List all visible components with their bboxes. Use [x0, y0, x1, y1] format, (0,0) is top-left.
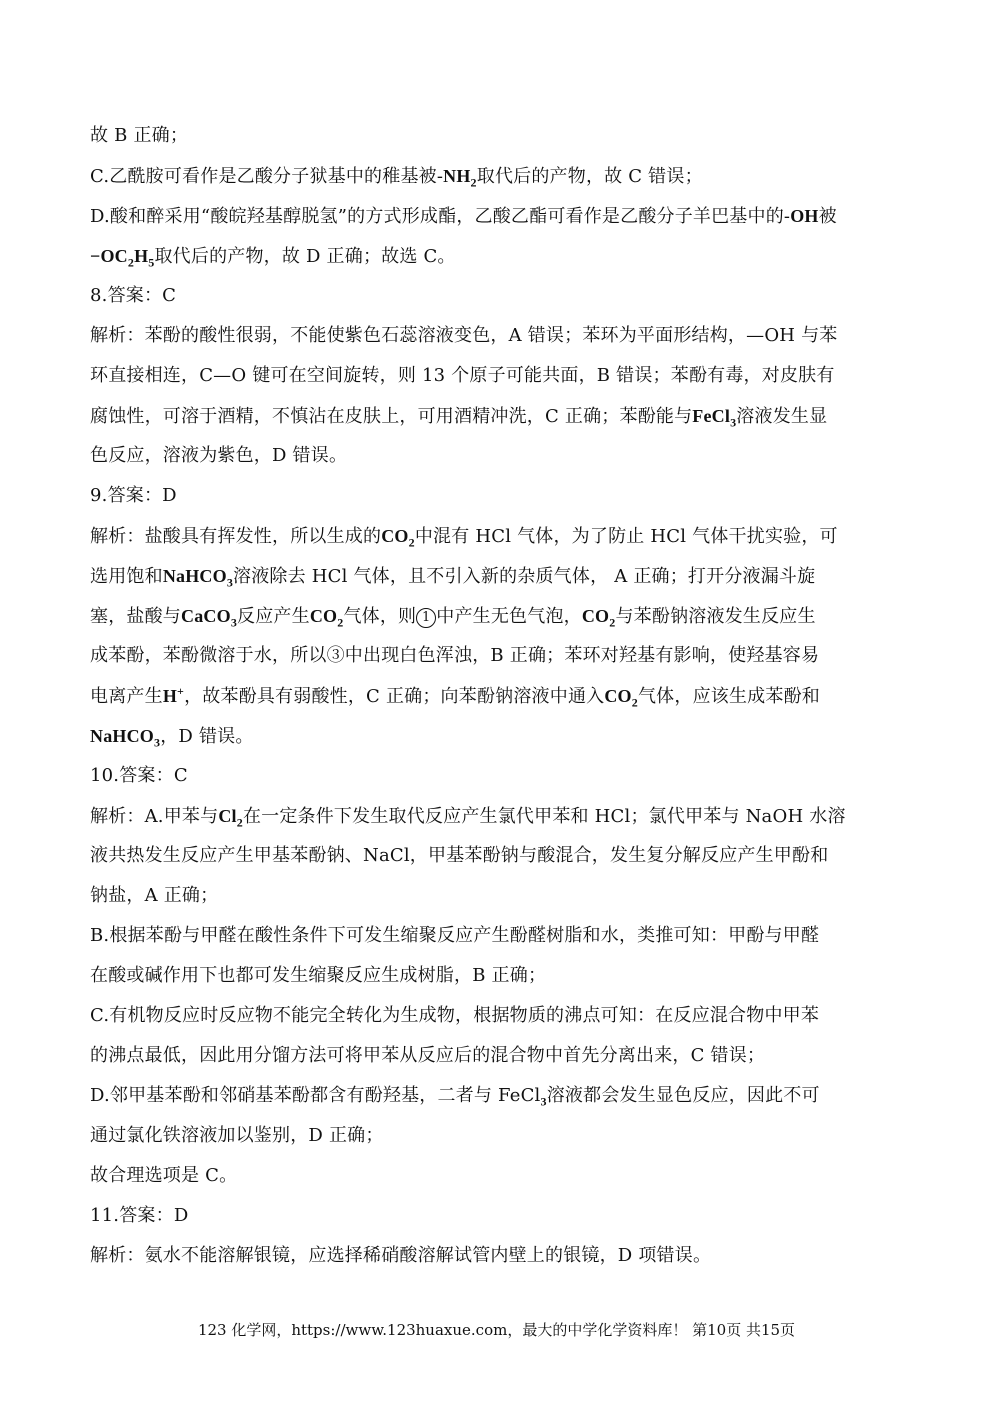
formula-subscript: 2	[236, 815, 243, 830]
formula-subscript: 5	[148, 255, 155, 270]
formula-subscript: 3	[230, 615, 238, 630]
text-run: D.酸和醉采用“酸皖羟基醇脱氢”的方式形成酯，乙酸乙酯可看作是乙酸分子羊巴基中的-	[90, 206, 791, 227]
text-run: 溶液都会发生显色反应，因此不可	[546, 1085, 820, 1106]
text-run: 10.答案：C	[90, 765, 188, 786]
chemical-formula: CO	[604, 686, 632, 706]
chemical-formula: CO	[581, 606, 610, 626]
text-line	[90, 1036, 905, 1076]
text-line	[90, 716, 905, 756]
text-run: 被	[818, 206, 837, 227]
text-line	[90, 156, 905, 196]
text-line	[90, 196, 905, 236]
text-line	[90, 116, 905, 156]
text-run: 中混有 HCl 气体，为了防止 HCl 气体干扰实验，可	[414, 526, 838, 547]
page-footer: 123 化学网，https://www.123huaxue.com，最大的中学化学资料库！ 第10页 共15页	[197, 1321, 796, 1339]
text-line	[90, 636, 905, 676]
formula-subscript: 2	[337, 615, 344, 630]
text-line	[90, 316, 905, 356]
formula-subscript: 3	[540, 1094, 547, 1109]
text-run: 11.答案：D	[90, 1205, 189, 1226]
formula-subscript: 2	[408, 535, 415, 550]
text-run: B.根据苯酚与甲醛在酸性条件下可发生缩聚反应产生酚醛树脂和水，类推可知：甲酚与甲醛	[90, 925, 820, 946]
text-line	[90, 956, 905, 996]
formula-subscript: 2	[470, 175, 477, 190]
text-run: 8.答案：C	[90, 285, 177, 306]
text-run: 的沸点最低，因此用分馏方法可将甲苯从反应后的混合物中首先分离出来，C 错误；	[90, 1045, 766, 1066]
text-run: D.邻甲基苯酚和邻硝基苯酚都含有酚羟基，二者与 FeCl	[90, 1085, 541, 1106]
chemical-formula: CO	[309, 606, 338, 626]
text-line	[90, 796, 905, 836]
text-line	[90, 1116, 905, 1156]
text-run: 选用饱和	[90, 566, 163, 587]
text-run: C.有机物反应时反应物不能完全转化为生成物，根据物质的沸点可知：在反应混合物中甲苯	[90, 1005, 820, 1026]
text-run: 解析：盐酸具有挥发性，所以生成的	[90, 526, 382, 547]
text-line	[90, 676, 905, 716]
chemical-formula: CaCO	[181, 606, 231, 626]
text-run: ，故苯酚具有弱酸性，C 正确；向苯酚钠溶液中通入	[184, 686, 605, 707]
chemical-formula: H	[162, 686, 178, 706]
text-line	[90, 516, 905, 556]
text-run: 解析：苯酚的酸性很弱，不能使紫色石蕊溶液变色，A 错误；苯环为平面形结构，—OH 与苯	[90, 325, 838, 346]
text-run: 液共热发生反应产生甲基苯酚钠、NaCl，甲基苯酚钠与酸混合，发生复分解反应产生甲酚和	[90, 845, 829, 866]
text-run: ，D 错误。	[160, 726, 254, 747]
chemical-formula: −OC	[90, 246, 128, 266]
text-run: 取代后的产物，故 C 错误；	[476, 166, 703, 187]
answer-body	[90, 116, 905, 1276]
text-run: 腐蚀性，可溶于酒精，不慎沾在皮肤上，可用酒精冲洗，C 正确；苯酚能与	[90, 406, 693, 427]
chemical-formula: CO	[381, 526, 409, 546]
text-run: 中产生无色气泡，	[436, 606, 582, 627]
chemical-formula: FeCl	[692, 406, 731, 426]
text-line	[90, 1196, 905, 1236]
text-run: 9.答案：D	[90, 485, 177, 506]
chemical-formula: NaHCO	[162, 566, 227, 586]
text-line	[90, 996, 905, 1036]
text-line	[90, 436, 905, 476]
text-line	[90, 356, 905, 396]
text-line	[90, 596, 905, 636]
chemical-formula: Cl	[218, 806, 237, 826]
formula-subscript: 2	[631, 695, 638, 710]
formula-subscript: 3	[730, 415, 737, 430]
formula-subscript: 3	[226, 575, 234, 590]
text-line	[90, 1156, 905, 1196]
text-line	[90, 756, 905, 796]
text-run: 取代后的产物，故 D 正确；故选 C。	[154, 246, 456, 267]
text-run: 气体，应该生成苯酚和	[637, 686, 820, 707]
text-line	[90, 236, 905, 276]
text-run: 与苯酚钠溶液发生反应生	[615, 606, 816, 627]
text-run: 在一定条件下发生取代反应产生氯代甲苯和 HCl；氯代甲苯与 NaOH 水溶	[242, 806, 846, 827]
text-line	[90, 276, 905, 316]
text-run: 气体，则	[343, 606, 417, 627]
text-line	[90, 476, 905, 516]
text-run: C.乙酰胺可看作是乙酸分子狱基中的稚基被-	[90, 166, 444, 187]
text-line	[90, 1236, 905, 1276]
text-run: 解析：A.甲苯与	[90, 806, 219, 827]
text-run: 钠盐，A 正确；	[90, 885, 219, 906]
text-run: 溶液发生显	[736, 406, 828, 427]
chemical-formula: NH	[443, 166, 471, 186]
chemical-formula: NaHCO	[90, 726, 154, 746]
formula-subscript: 2	[609, 615, 616, 630]
text-run: 解析：氨水不能溶解银镜，应选择稀硝酸溶解试管内壁上的银镜，D 项错误。	[90, 1245, 712, 1266]
formula-superscript: +	[177, 684, 185, 698]
text-line	[90, 876, 905, 916]
text-line	[90, 1076, 905, 1116]
chemical-formula: OH	[790, 206, 819, 226]
text-run: 在酸或碱作用下也都可发生缩聚反应生成树脂，B 正确；	[90, 965, 547, 986]
text-run: 电离产生	[90, 686, 163, 707]
text-run: 色反应，溶液为紫色，D 错误。	[90, 445, 348, 466]
text-run: 塞，盐酸与	[90, 606, 181, 627]
circled-number: 1	[416, 608, 436, 628]
text-line	[90, 836, 905, 876]
text-run: 通过氯化铁溶液加以鉴别，D 正确；	[90, 1125, 384, 1146]
text-run: 成苯酚，苯酚微溶于水，所以③中出现白色浑浊，B 正确；苯环对羟基有影响，使羟基容易	[90, 645, 820, 666]
text-line	[90, 556, 905, 596]
text-run: 故合理选项是 C。	[90, 1165, 238, 1186]
formula-subscript: 3	[154, 735, 161, 750]
text-run: 故 B 正确；	[90, 125, 189, 146]
text-run: 溶液除去 HCl 气体，且不引入新的杂质气体， A 正确；打开分液漏斗旋	[233, 566, 816, 587]
text-line	[90, 396, 905, 436]
text-line	[90, 916, 905, 956]
formula-subscript: 2	[127, 255, 135, 270]
chemical-formula: H	[134, 246, 149, 266]
text-run: 反应产生	[237, 606, 310, 627]
text-run: 环直接相连，C—O 键可在空间旋转，则 13 个原子可能共面，B 错误；苯酚有毒，对皮肤有	[90, 365, 835, 386]
